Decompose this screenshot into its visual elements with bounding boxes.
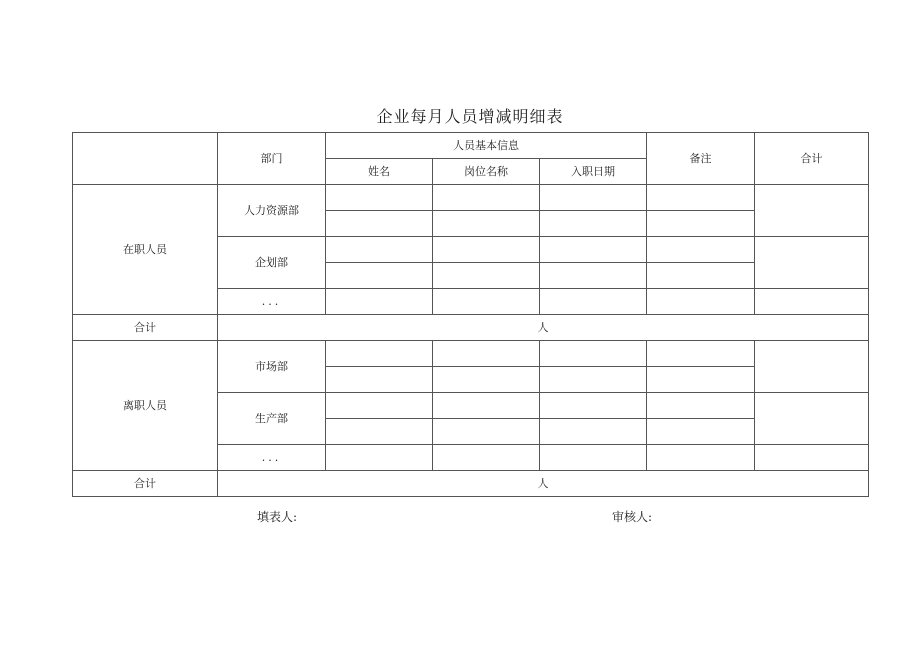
table-row <box>73 341 869 367</box>
subtotal-row <box>73 315 869 341</box>
filler-signature-label: 填表人: <box>257 510 298 524</box>
remark-cell[interactable] <box>647 237 755 263</box>
dept-cell: 生产部 <box>218 393 326 445</box>
subtotal-unit[interactable]: 人 <box>218 315 869 341</box>
entry-date-cell[interactable] <box>540 445 647 471</box>
total-cell[interactable] <box>755 185 869 237</box>
name-cell[interactable] <box>326 341 433 367</box>
name-cell[interactable] <box>326 367 433 393</box>
subtotal-unit[interactable]: 人 <box>218 471 869 497</box>
name-cell[interactable] <box>326 419 433 445</box>
position-cell[interactable] <box>433 263 540 289</box>
header-entry-date: 入职日期 <box>540 159 647 185</box>
remark-cell[interactable] <box>647 185 755 211</box>
total-cell[interactable] <box>755 341 869 393</box>
section-label-active: 在职人员 <box>73 185 218 315</box>
entry-date-cell[interactable] <box>540 367 647 393</box>
position-cell[interactable] <box>433 445 540 471</box>
remark-cell[interactable] <box>647 445 755 471</box>
reviewer-signature-label: 审核人: <box>612 510 653 524</box>
entry-date-cell[interactable] <box>540 289 647 315</box>
remark-cell[interactable] <box>647 367 755 393</box>
entry-date-cell[interactable] <box>540 237 647 263</box>
section-label-departed: 离职人员 <box>73 341 218 471</box>
name-cell[interactable] <box>326 445 433 471</box>
remark-cell[interactable] <box>647 263 755 289</box>
position-cell[interactable] <box>433 289 540 315</box>
header-name: 姓名 <box>326 159 433 185</box>
staff-change-table <box>72 132 869 497</box>
entry-date-cell[interactable] <box>540 211 647 237</box>
page-title: 企业每月人员增减明细表 <box>376 107 564 126</box>
remark-cell[interactable] <box>647 211 755 237</box>
entry-date-cell[interactable] <box>540 263 647 289</box>
header-row-1 <box>73 133 869 159</box>
dept-cell-ellipsis: ... <box>218 289 326 315</box>
total-cell[interactable] <box>755 289 869 315</box>
remark-cell[interactable] <box>647 289 755 315</box>
subtotal-row <box>73 471 869 497</box>
entry-date-cell[interactable] <box>540 393 647 419</box>
header-position: 岗位名称 <box>433 159 540 185</box>
total-cell[interactable] <box>755 237 869 289</box>
dept-cell: 人力资源部 <box>218 185 326 237</box>
total-cell[interactable] <box>755 393 869 445</box>
remark-cell[interactable] <box>647 341 755 367</box>
dept-cell: 企划部 <box>218 237 326 289</box>
total-cell[interactable] <box>755 445 869 471</box>
entry-date-cell[interactable] <box>540 341 647 367</box>
dept-cell-ellipsis: ... <box>218 445 326 471</box>
name-cell[interactable] <box>326 185 433 211</box>
position-cell[interactable] <box>433 367 540 393</box>
header-total: 合计 <box>755 133 869 185</box>
dept-cell: 市场部 <box>218 341 326 393</box>
header-basic-info: 人员基本信息 <box>326 133 647 159</box>
subtotal-label: 合计 <box>73 315 218 341</box>
position-cell[interactable] <box>433 341 540 367</box>
subtotal-label: 合计 <box>73 471 218 497</box>
header-remark: 备注 <box>647 133 755 185</box>
name-cell[interactable] <box>326 263 433 289</box>
position-cell[interactable] <box>433 237 540 263</box>
header-dept: 部门 <box>218 133 326 185</box>
position-cell[interactable] <box>433 211 540 237</box>
position-cell[interactable] <box>433 393 540 419</box>
position-cell[interactable] <box>433 185 540 211</box>
position-cell[interactable] <box>433 419 540 445</box>
name-cell[interactable] <box>326 237 433 263</box>
table-row <box>73 185 869 211</box>
entry-date-cell[interactable] <box>540 185 647 211</box>
name-cell[interactable] <box>326 289 433 315</box>
name-cell[interactable] <box>326 393 433 419</box>
remark-cell[interactable] <box>647 393 755 419</box>
remark-cell[interactable] <box>647 419 755 445</box>
name-cell[interactable] <box>326 211 433 237</box>
corner-cell <box>73 133 218 185</box>
entry-date-cell[interactable] <box>540 419 647 445</box>
